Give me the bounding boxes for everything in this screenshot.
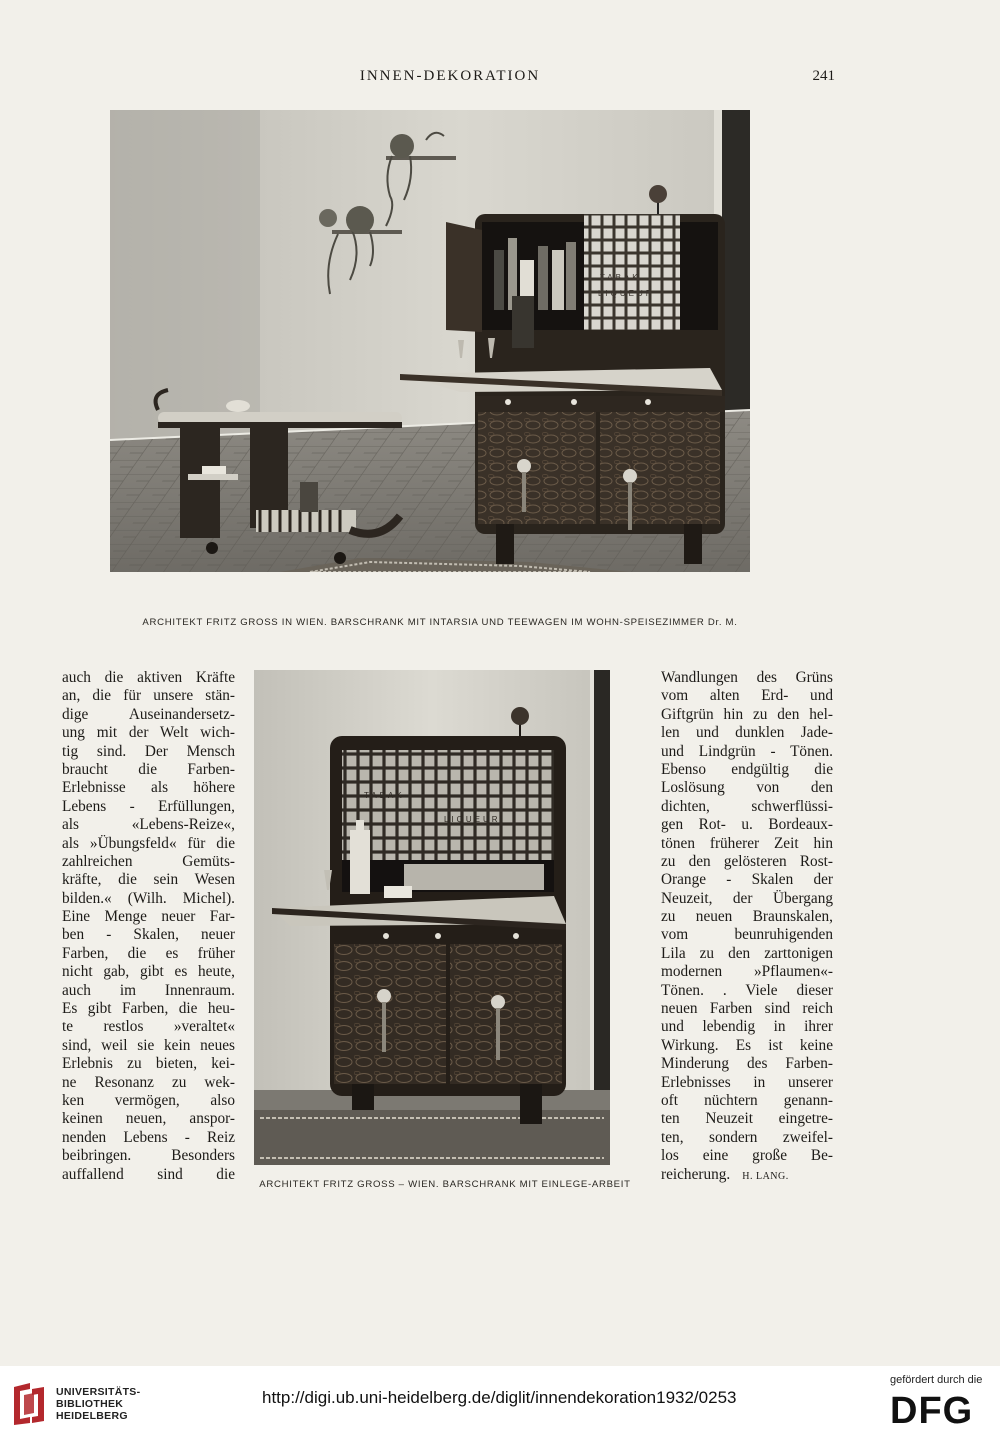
library-name-line: BIBLIOTHEK [56,1398,124,1410]
text-line: te restlos »veraltet« [62,1018,235,1036]
cabinet-label-liqueur: LIQUEUR [598,289,655,298]
text-line: los eine große Be- [661,1147,833,1165]
text-line: zu neuen Braunskalen, [661,908,833,926]
text-line: braucht die Farben- [62,760,235,778]
text-line: Ebenso endgültig die [661,760,833,778]
text-line: gen Rot- u. Bordeaux- [661,816,833,834]
text-line: ben - Skalen, neuer [62,926,235,944]
text-line: Lila zu den zarttonigen [661,944,833,962]
text-line-with-signature [661,1166,833,1184]
text-line: tönen früherer Zeit hin [661,834,833,852]
text-line: zahlreichen Gemüts- [62,852,235,870]
text-line: dichten, schwerflüssi- [661,797,833,815]
text-line: keinen neuen, anspor- [62,1110,235,1128]
text-line: als «Lebens-Reize«, [62,816,235,834]
text-line: Farben, die es früher [62,944,235,962]
cabinet-label-tabak: TABAK [600,273,641,282]
dfg-logo[interactable]: DFG [890,1390,974,1432]
text-line: Tönen. . Viele dieser [661,981,833,999]
bottom-figure-caption: ARCHITEKT FRITZ GROSS – WIEN. BARSCHRANK MIT EINLEGE-ARBEIT [259,1179,631,1190]
text-line: auch im Innenraum. [62,981,235,999]
text-line: Wirkung. Es ist keine [661,1036,833,1054]
text-line: zu den gelösteren Rost- [661,852,833,870]
text-line: Giftgrün hin zu den hel- [661,705,833,723]
text-line: oft nüchtern genann- [661,1091,833,1109]
text-line: bilden.« (Wilh. Michel). [62,889,235,907]
text-line: ne Resonanz zu wek- [62,1073,235,1091]
text-line: Eine Menge neuer Far- [62,908,235,926]
left-text-column [62,669,235,1184]
library-name [56,1386,140,1422]
page-number: 241 [812,68,835,84]
right-text-column [661,669,833,1184]
text-line: vom beunruhigenden [661,926,833,944]
text-line: Lebens - Erfüllungen, [62,797,235,815]
text-line: ken vermögen, also [62,1091,235,1109]
text-line: ung mit der Welt wich- [62,724,235,742]
text-line: vom alten Erd- und [661,687,833,705]
text-line: tig sind. Der Mensch [62,742,235,760]
text-line: auffallend sind die [62,1165,235,1183]
text-line: als »Übungsfeld« für die [62,834,235,852]
text-line: nenden Lebens - Reiz [62,1128,235,1146]
author-signature: H. LANG. [742,1170,789,1182]
text-line: reicherung. [661,1165,731,1183]
text-line: Erlebnisse als höhere [62,779,235,797]
text-line: dige Auseinandersetz- [62,705,235,723]
text-line: Wandlungen des Grüns [661,669,833,686]
bar-cabinet-inlay-photo [254,670,610,1165]
text-line: ten Neuzeit eingetre- [661,1110,833,1128]
cabinet-label-liqueur: LIQUEUR [444,815,501,824]
text-line: Minderung des Farben- [661,1055,833,1073]
text-line: Neuzeit, der Übergang [661,889,833,907]
permalink-url[interactable]: http://digi.ub.uni-heidelberg.de/diglit/innendekoration1932/0253 [262,1388,737,1407]
text-line: nicht gab, gibt es heute, [62,963,235,981]
text-line: und Lindgrün - Tönen. [661,742,833,760]
text-line: sind, weil sie kein neues [62,1036,235,1054]
text-line: auch die aktiven Kräfte [62,669,235,686]
text-line: Erlebnis zu bieten, kei- [62,1055,235,1073]
bar-cabinet-and-tea-trolley-photo [110,110,750,572]
text-line: kräfte, die sein Wesen [62,871,235,889]
text-line: len und dunklen Jade- [661,724,833,742]
digitization-footer [0,1366,1000,1441]
text-line: an, die für unsere stän- [62,687,235,705]
text-line: neuen Farben sind reich [661,1000,833,1018]
top-figure-caption: ARCHITEKT FRITZ GROSS IN WIEN. BARSCHRANK MIT INTARSIA UND TEEWAGEN IM WOHN-SPEISEZIMMER Dr. M. [142,617,738,628]
university-library-logo-icon[interactable] [10,1381,48,1425]
text-line: ten, sondern zweifel- [661,1128,833,1146]
running-title: INNEN-DEKORATION [359,68,541,84]
text-line: modernen »Pflaumen«- [661,963,833,981]
funded-by-label: gefördert durch die [890,1374,983,1386]
text-line: Es gibt Farben, die heu- [62,1000,235,1018]
library-name-line: HEIDELBERG [56,1410,128,1422]
text-line: Loslösung von den [661,779,833,797]
text-line: Orange - Skalen der [661,871,833,889]
library-name-line: UNIVERSITÄTS- [56,1386,141,1398]
text-line: beibringen. Besonders [62,1147,235,1165]
text-line: Erlebnisses in unserer [661,1073,833,1091]
cabinet-label-tabak: TABAK [364,791,405,800]
text-line: und lebendig in ihrer [661,1018,833,1036]
